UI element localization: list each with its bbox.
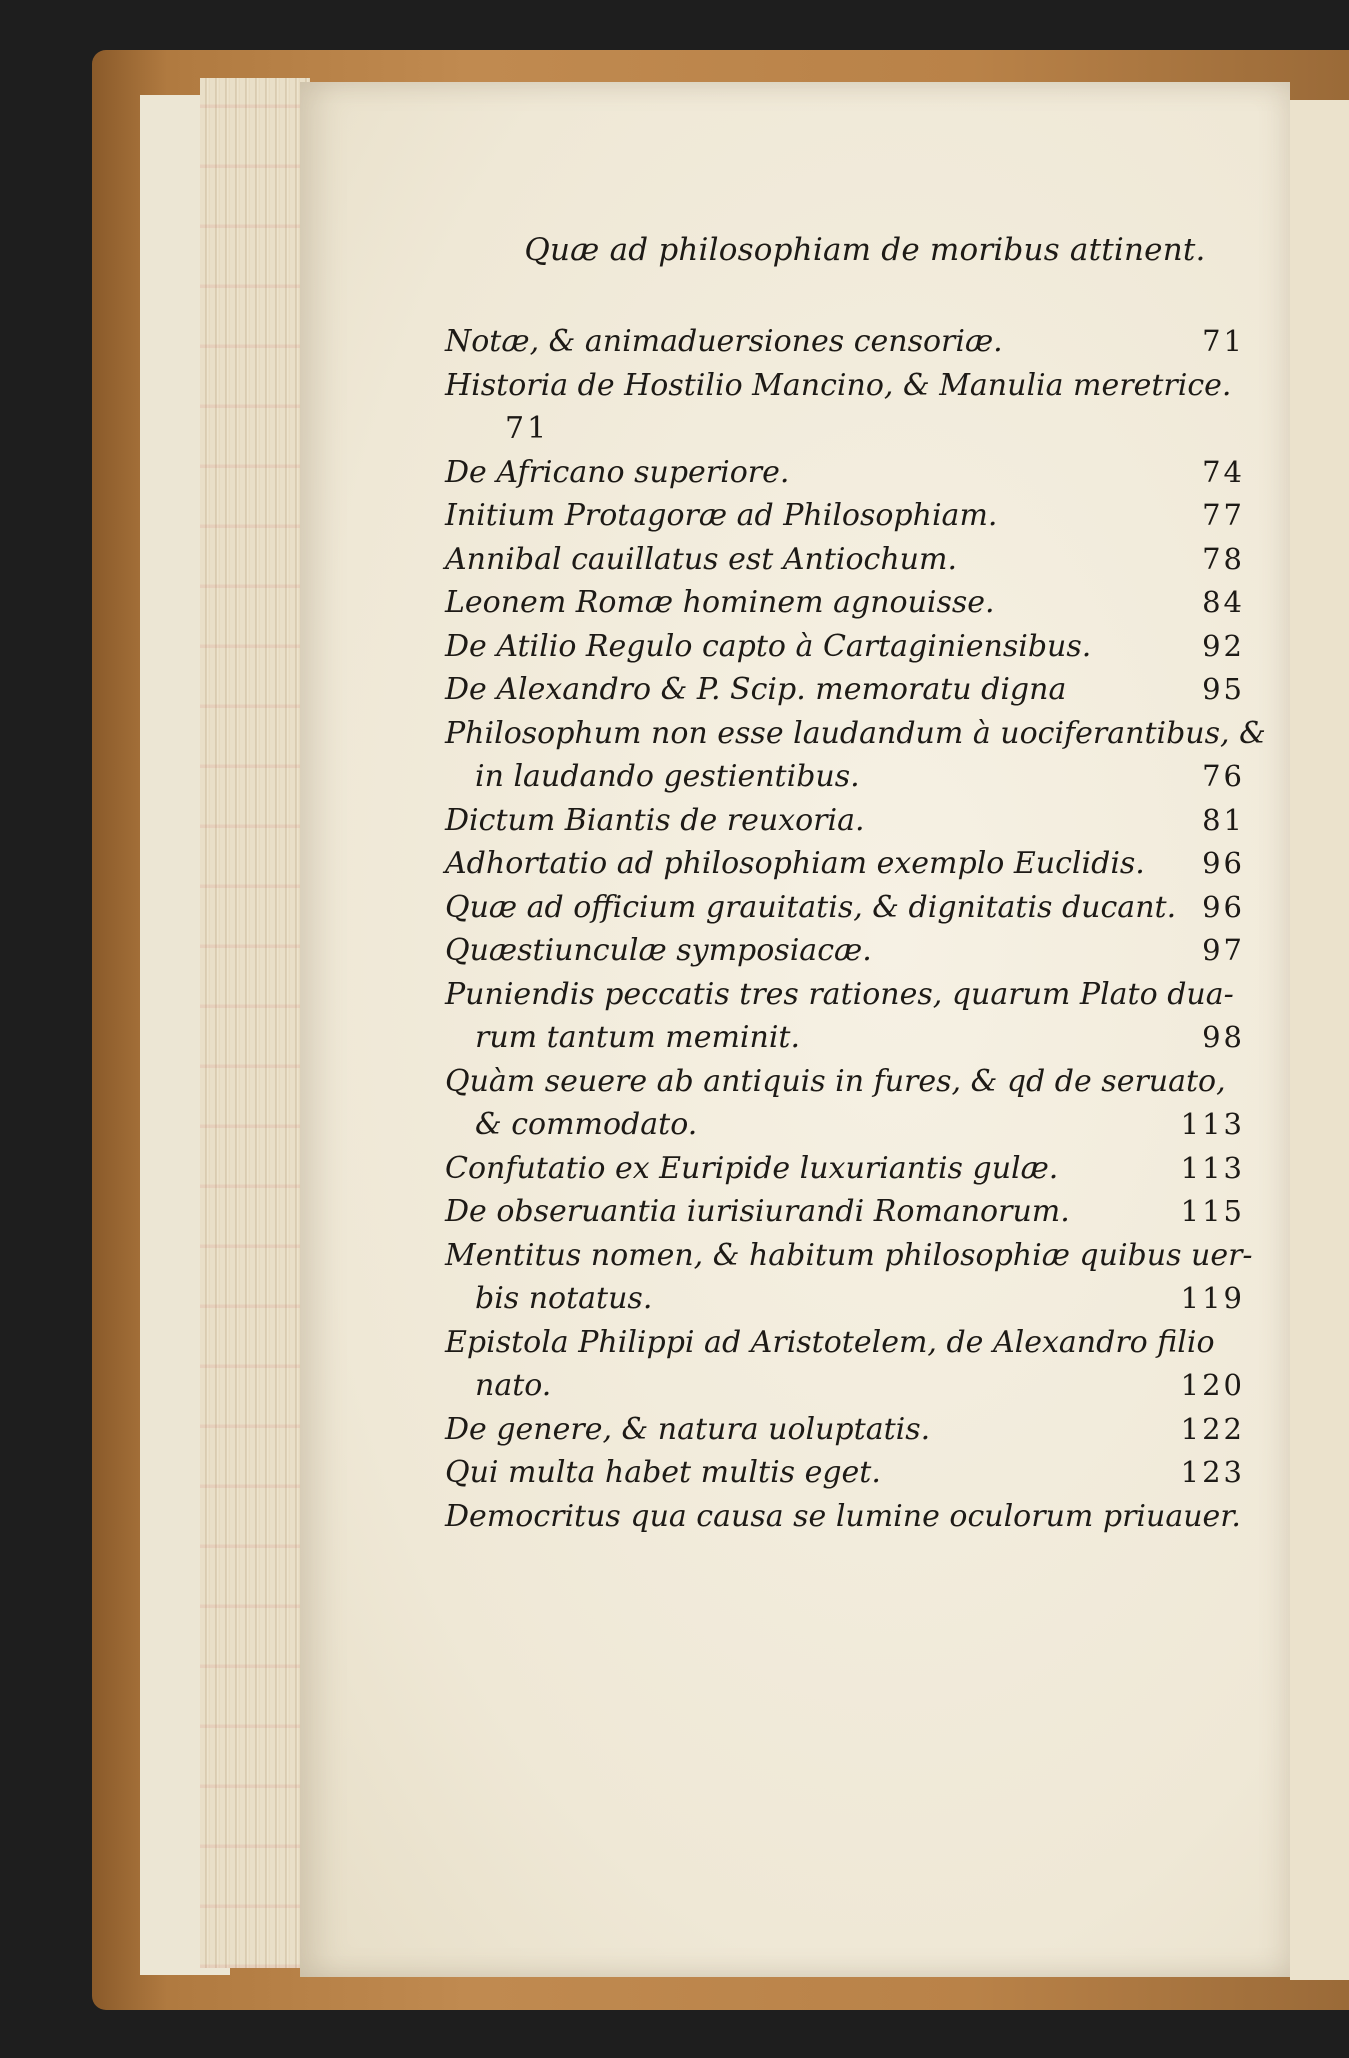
index-entries xyxy=(445,320,1266,1538)
entry-page-number: 120 xyxy=(1180,1368,1245,1402)
entry-text: Leonem Romæ hominem agnouisse. xyxy=(445,585,995,620)
index-entry xyxy=(445,1451,1245,1495)
entry-text: Notæ, & animaduersiones censoriæ. xyxy=(445,324,1003,359)
index-entry xyxy=(445,1321,1245,1365)
index-entry xyxy=(445,1103,1245,1147)
entry-page-number: 81 xyxy=(1202,802,1245,837)
entry-page-number: 84 xyxy=(1202,585,1245,619)
index-entry xyxy=(445,1147,1245,1191)
entry-text: De Africano superiore. xyxy=(445,454,790,490)
index-entry xyxy=(445,1495,1245,1539)
entry-text: Dictum Biantis de reuxoria. xyxy=(445,802,865,838)
entry-text: bis notatus. xyxy=(475,1281,653,1316)
entry-text: Historia de Hostilio Mancino, & Manulia meretrice. xyxy=(445,367,1232,403)
entry-text: Confutatio ex Euripide luxuriantis gulæ. xyxy=(445,1150,1059,1186)
index-entry xyxy=(445,1364,1245,1408)
entry-page-number: 119 xyxy=(1180,1281,1245,1315)
index-entry xyxy=(445,407,1245,451)
index-entry xyxy=(445,1190,1245,1234)
entry-text: in laudando gestientibus. xyxy=(475,759,860,794)
entry-page-number: 97 xyxy=(1202,933,1245,967)
facing-page-edge xyxy=(1290,100,1349,1980)
entry-page-number: 96 xyxy=(1202,889,1245,924)
index-entry xyxy=(445,494,1245,538)
entry-text: rum tantum meminit. xyxy=(475,1020,801,1055)
entry-text: De Atilio Regulo capto à Cartaginiensibus. xyxy=(445,628,1092,664)
index-entry xyxy=(445,1408,1245,1452)
entry-text: De obseruantia iurisiurandi Romanorum. xyxy=(445,1194,1070,1229)
index-entry xyxy=(445,929,1245,973)
entry-page-number: 122 xyxy=(1180,1411,1245,1446)
entry-page-number: 95 xyxy=(1202,672,1245,706)
entry-text: Puniendis peccatis tres rationes, quarum Plato dua- xyxy=(445,976,1234,1012)
entry-text: Democritus qua causa se lumine oculorum priuauer. xyxy=(445,1498,1241,1534)
entry-page-number: 92 xyxy=(1202,628,1245,663)
entry-page-number: 123 xyxy=(1180,1455,1245,1489)
index-entry xyxy=(445,755,1245,799)
index-entry xyxy=(445,451,1245,495)
index-entry xyxy=(445,364,1245,408)
index-entry xyxy=(445,842,1245,886)
entry-text: Initium Protagoræ ad Philosophiam. xyxy=(445,498,998,533)
entry-page-number: 115 xyxy=(1180,1194,1245,1228)
entry-text: Philosophum non esse laudandum à uociferantibus, & xyxy=(445,715,1266,751)
index-entry xyxy=(445,1016,1245,1060)
entry-page-number: 96 xyxy=(1202,846,1245,880)
index-entry xyxy=(445,581,1245,625)
index-entry xyxy=(445,320,1245,364)
index-entry xyxy=(445,538,1245,582)
page-heading: Quæ ad philosophiam de moribus attinent. xyxy=(524,232,1206,268)
entry-text: & commodato. xyxy=(475,1107,698,1142)
index-entry xyxy=(445,625,1245,669)
entry-text: De Alexandro & P. Scip. memoratu digna xyxy=(445,672,1067,707)
index-entry xyxy=(445,1277,1245,1321)
index-entry xyxy=(445,973,1245,1017)
entry-page-number: 113 xyxy=(1180,1107,1245,1141)
entry-page-number: 74 xyxy=(1202,454,1245,489)
index-entry xyxy=(445,886,1245,930)
entry-text: Qui multa habet multis eget. xyxy=(445,1455,881,1490)
page-edges xyxy=(200,78,310,1968)
entry-text: Epistola Philippi ad Aristotelem, de Alexandro filio xyxy=(445,1324,1215,1360)
entry-text: De genere, & natura uoluptatis. xyxy=(445,1411,931,1447)
index-entry xyxy=(445,668,1245,712)
entry-text: Quàm seuere ab antiquis in fures, & qd de seruato, xyxy=(445,1063,1226,1099)
index-entry xyxy=(445,712,1266,756)
entry-text: Quæstiunculæ symposiacæ. xyxy=(445,933,872,968)
index-text xyxy=(445,232,1266,1538)
entry-page-number: 98 xyxy=(1202,1020,1245,1054)
index-entry xyxy=(445,1234,1253,1278)
entry-page-number: 78 xyxy=(1202,541,1245,576)
index-entry xyxy=(445,1060,1245,1104)
entry-page-number: 113 xyxy=(1180,1150,1245,1185)
entry-page-number: 77 xyxy=(1202,498,1245,532)
entry-text: Annibal cauillatus est Antiochum. xyxy=(445,541,957,577)
entry-text: nato. xyxy=(475,1368,552,1403)
entry-page-number: 76 xyxy=(1202,759,1245,793)
index-entry xyxy=(445,799,1245,843)
entry-text: Mentitus nomen, & habitum philosophiæ quibus uer- xyxy=(445,1237,1253,1273)
entry-page-number: 71 xyxy=(1202,324,1245,358)
entry-text: Adhortatio ad philosophiam exemplo Euclidis. xyxy=(445,846,1145,881)
entry-text: 71 xyxy=(505,411,550,446)
entry-text: Quæ ad officium grauitatis, & dignitatis ducant. xyxy=(445,889,1177,925)
